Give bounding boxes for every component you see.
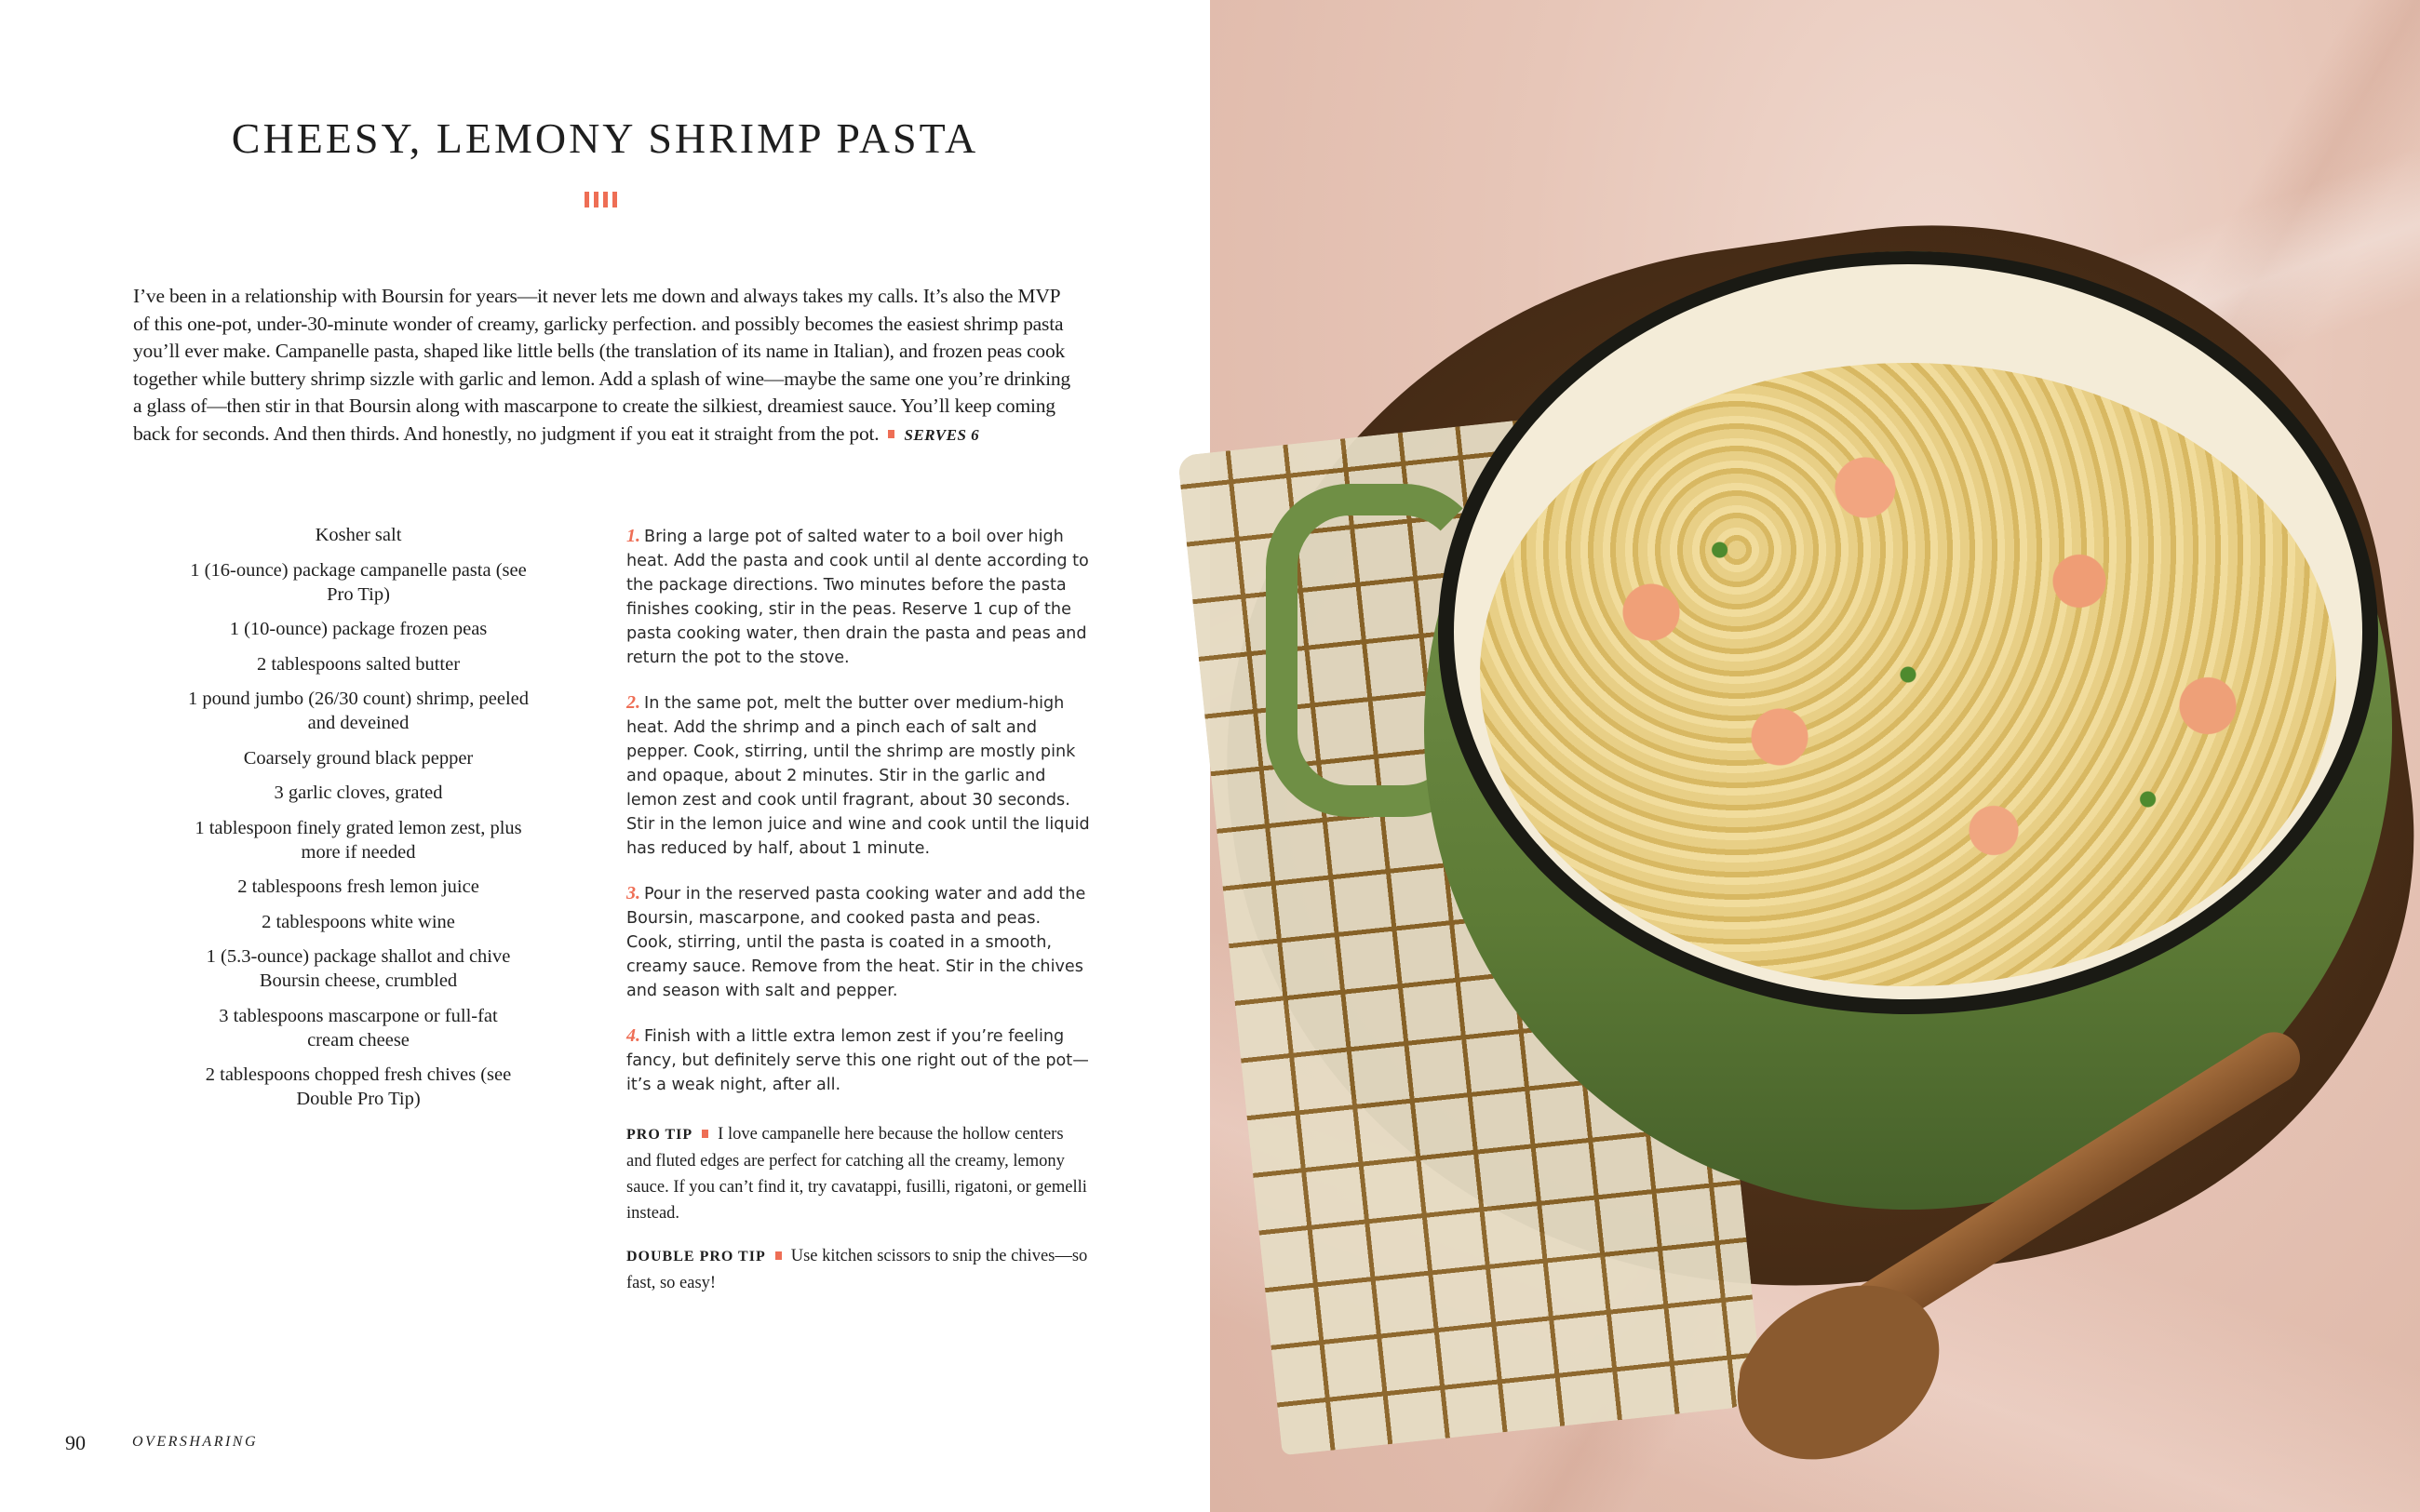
step: 2. In the same pot, melt the butter over medium-high heat. Add the shrimp and a pinch each of salt and pepper. Cook, stirring, until the shrimp are mostly pink and opaque, about 2 minutes. Stir in the garlic and lemon zest and cook until fragrant, about 30 seconds. Stir in the lemon juice and wine and cook until the liquid has reduced by half, about 1 minute. — [626, 692, 1090, 858]
recipe-intro: I’ve been in a relationship with Boursin for years—it never lets me down and always takes my calls. It’s also the MVP of this one-pot, under-30-minute wonder of creamy, garlicky perfection. and possibly becomes the easiest shrimp pasta you’ll ever make. Campanelle pasta, shaped like little bells (the translation of its name in Italian), and frozen peas cook together while buttery shrimp sizzle with garlic and lemon. Add a splash of wine—maybe the same one you’re drinking a glass of—then stir in that Boursin along with mascarpone to create the silkiest, dreamiest sauce. You’ll keep coming back for seconds. And then thirds. And honestly, no judgment if you eat it straight from the pot. SERVES 6 — [133, 285, 1070, 445]
ingredient: Coarsely ground black pepper — [243, 747, 474, 769]
pro-tip: PRO TIP I love campanelle here because the hollow centers and fluted edges are perfect for catching all the creamy, lemony sauce. If you can’t find it, try cavatappi, fusilli, rigatoni, or gemelli instead. — [626, 1125, 1087, 1223]
ingredient: 1 pound jumbo (26/30 count) shrimp, peeled and deveined — [187, 689, 530, 733]
bullet-square-icon — [888, 430, 894, 438]
shrimp-pasta — [1480, 363, 2336, 986]
ingredient: 3 tablespoons mascarpone or full-fat cream cheese — [219, 1005, 498, 1050]
serves-label: SERVES 6 — [904, 425, 980, 444]
recipe-photo — [1210, 0, 2420, 1512]
step: 4. Finish with a little extra lemon zest if you’re feeling fancy, but definitely serve this one right out of the pot—it’s a weak night, after all. — [626, 1025, 1089, 1094]
ingredient: 2 tablespoons white wine — [262, 911, 455, 932]
bullet-square-icon — [702, 1130, 708, 1138]
recipe-title: CHEESY, LEMONY SHRIMP PASTA — [231, 114, 979, 162]
step: 3. Pour in the reserved pasta cooking water and add the Boursin, mascarpone, and cooked pasta and peas. Cook, stirring, until the pasta is coated in a smooth, creamy sauce. Remove from the heat. Stir in the chives and season with salt and pepper. — [626, 883, 1086, 1000]
bullet-square-icon — [775, 1251, 782, 1260]
ingredient: 2 tablespoons fresh lemon juice — [237, 876, 479, 897]
ingredient: 1 (16-ounce) package campanelle pasta (see Pro Tip) — [190, 559, 527, 605]
ingredient: 1 tablespoon finely grated lemon zest, plus more if needed — [195, 817, 522, 863]
page-number: 90 — [65, 1431, 86, 1454]
ingredient: Kosher salt — [315, 525, 402, 545]
method-steps — [626, 524, 1092, 1117]
book-title: OVERSHARING — [132, 1434, 259, 1450]
ingredient: 2 tablespoons salted butter — [256, 653, 461, 675]
ingredients-list — [158, 523, 558, 1122]
ingredient: 2 tablespoons chopped fresh chives (see Double Pro Tip) — [205, 1064, 512, 1109]
ingredient: 1 (10-ounce) package frozen peas — [229, 619, 488, 639]
step: 1. Bring a large pot of salted water to a boil over high heat. Add the pasta and cook until al dente according to the package directions. Two minutes before the pasta finishes cooking, stir in the peas. Reserve 1 cup of the pasta cooking water, then drain the pasta and peas and return the pot to the stove. — [626, 526, 1089, 667]
title-ornament — [585, 192, 617, 207]
ingredient: 1 (5.3-ounce) package shallot and chive Boursin cheese, crumbled — [206, 946, 511, 991]
double-pro-tip: DOUBLE PRO TIP Use kitchen scissors to snip the chives—so fast, so easy! — [626, 1247, 1088, 1292]
ingredient: 3 garlic cloves, grated — [274, 783, 443, 803]
